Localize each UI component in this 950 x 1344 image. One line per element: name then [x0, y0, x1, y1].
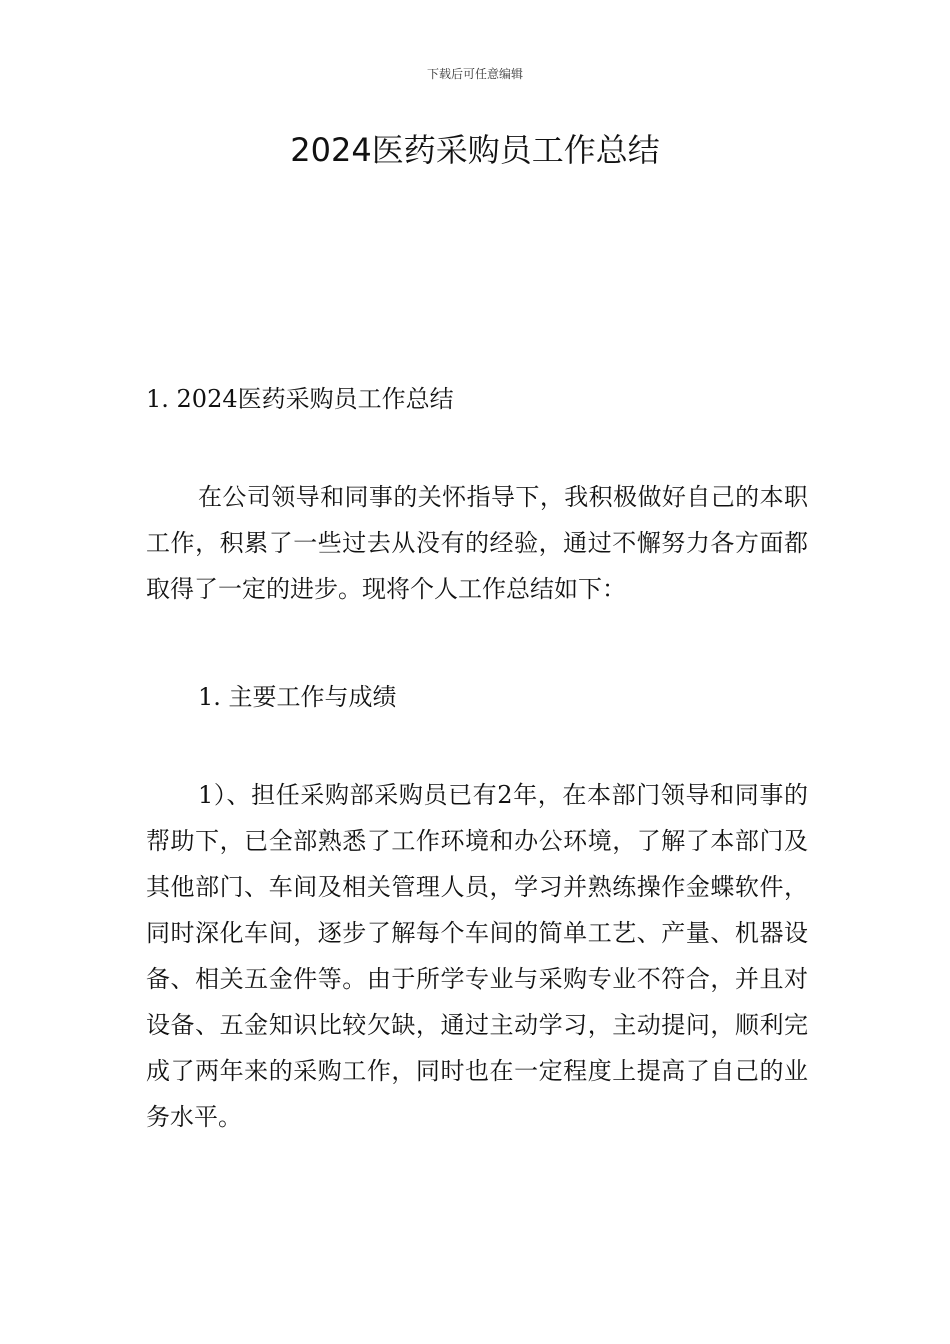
subheading-main-work: 1. 主要工作与成绩 [198, 683, 397, 711]
document-title: 2024医药采购员工作总结 [290, 131, 660, 169]
page-header-note: 下载后可任意编辑 [426, 67, 523, 81]
section-heading: 1. 2024医药采购员工作总结 [146, 385, 454, 413]
paragraph-work-details: 1）、担任采购部采购员已有2年，在本部门领导和同事的帮助下，已全部熟悉了工作环境和办公环境，了解了本部门及其他部门、车间及相关管理人员，学习并熟练操作金蝶软件，同时深化车间，逐步了解每个车间的简单工艺、产量、机器设备、相关五金件等。由于所学专业与采购专业不符合，并且对设备、五金知识比较欠缺，通过主动学习，主动提问，顺利完成了两年来的采购工作，同时也在一定程度上提高了自己的业务水平。 [146, 781, 808, 1131]
intro-paragraph: 在公司领导和同事的关怀指导下，我积极做好自己的本职工作，积累了一些过去从没有的经验，通过不懈努力各方面都取得了一定的进步。现将个人工作总结如下： [146, 483, 808, 603]
